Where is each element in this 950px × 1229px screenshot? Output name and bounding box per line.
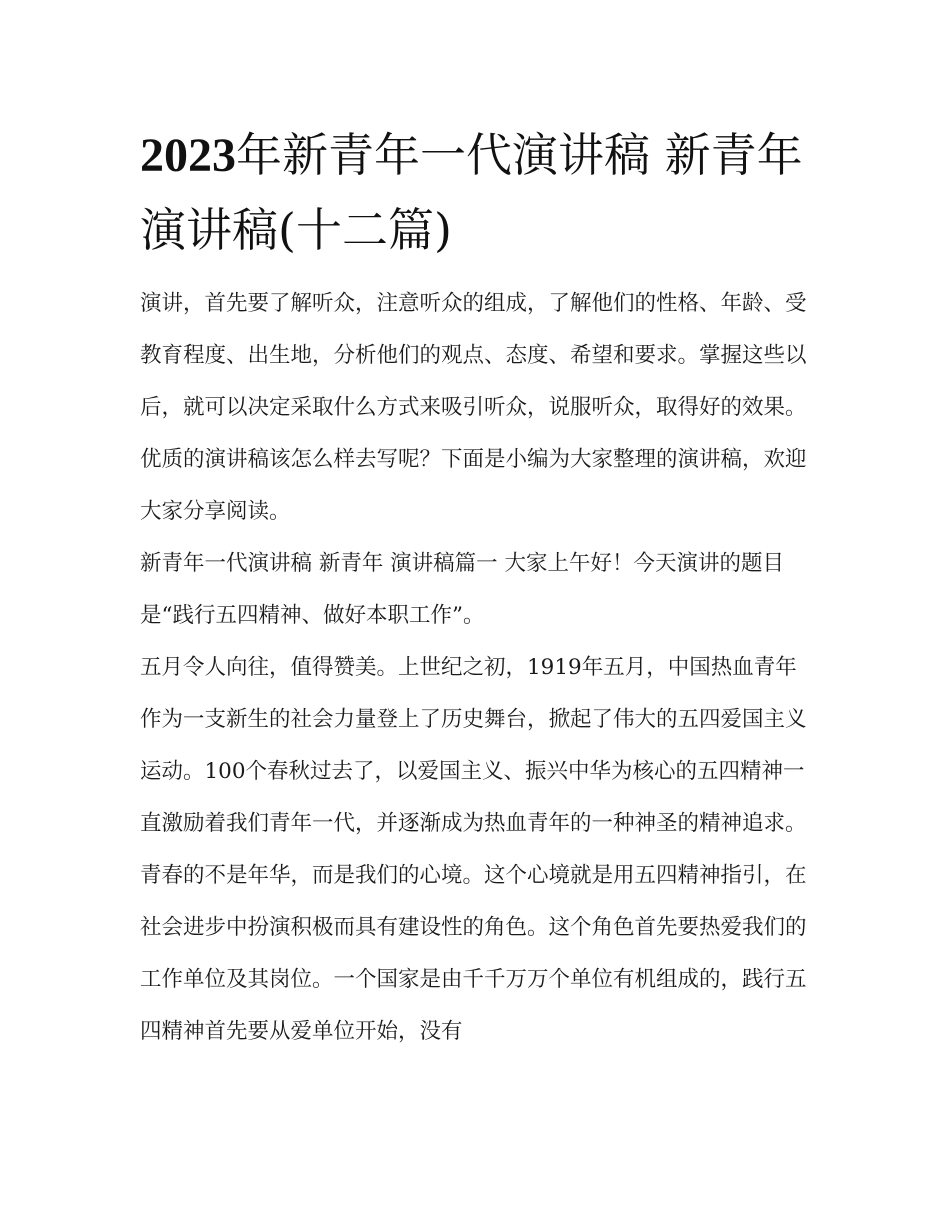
paragraph-youth: 青春的不是年华，而是我们的心境。这个心境就是用五四精神指引，在社会进步中扮演积极而具有建设性的角色。这个角色首先要热爱我们的工作单位及其岗位。一个国家是由千千万万个单位有机组成的，践行五四精神首先要从爱单位开始，没有 [140, 863, 807, 1044]
title-text: 年新青年一代演讲稿 新青年 演讲稿(十二篇) [140, 128, 803, 257]
paragraph-intro: 演讲，首先要了解听众，注意听众的组成，了解他们的性格、年龄、受教育程度、出生地，分析他们的观点、态度、希望和要求。掌握这些以后，就可以决定采取什么方式来吸引听众，说服听众，取得好的效果。优质的演讲稿该怎么样去写呢？下面是小编为大家整理的演讲稿，欢迎大家分享阅读。 [140, 291, 807, 524]
document-title [140, 118, 820, 267]
paragraph-may-fourth: 五月令人向往，值得赞美。上世纪之初，1919年五月，中国热血青年作为一支新生的社会力量登上了历史舞台，掀起了伟大的五四爱国主义运动。100个春秋过去了，以爱国主义、振兴中华为核心的五四精神一直激励着我们青年一代，并逐渐成为热血青年的一种神圣的精神追求。 [140, 655, 807, 836]
paragraph-greeting: 新青年一代演讲稿 新青年 演讲稿篇一 大家上午好！今天演讲的题目是“践行五四精神、做好本职工作”。 [140, 551, 785, 628]
title-year: 2023 [140, 129, 236, 182]
document-body [140, 278, 812, 1058]
